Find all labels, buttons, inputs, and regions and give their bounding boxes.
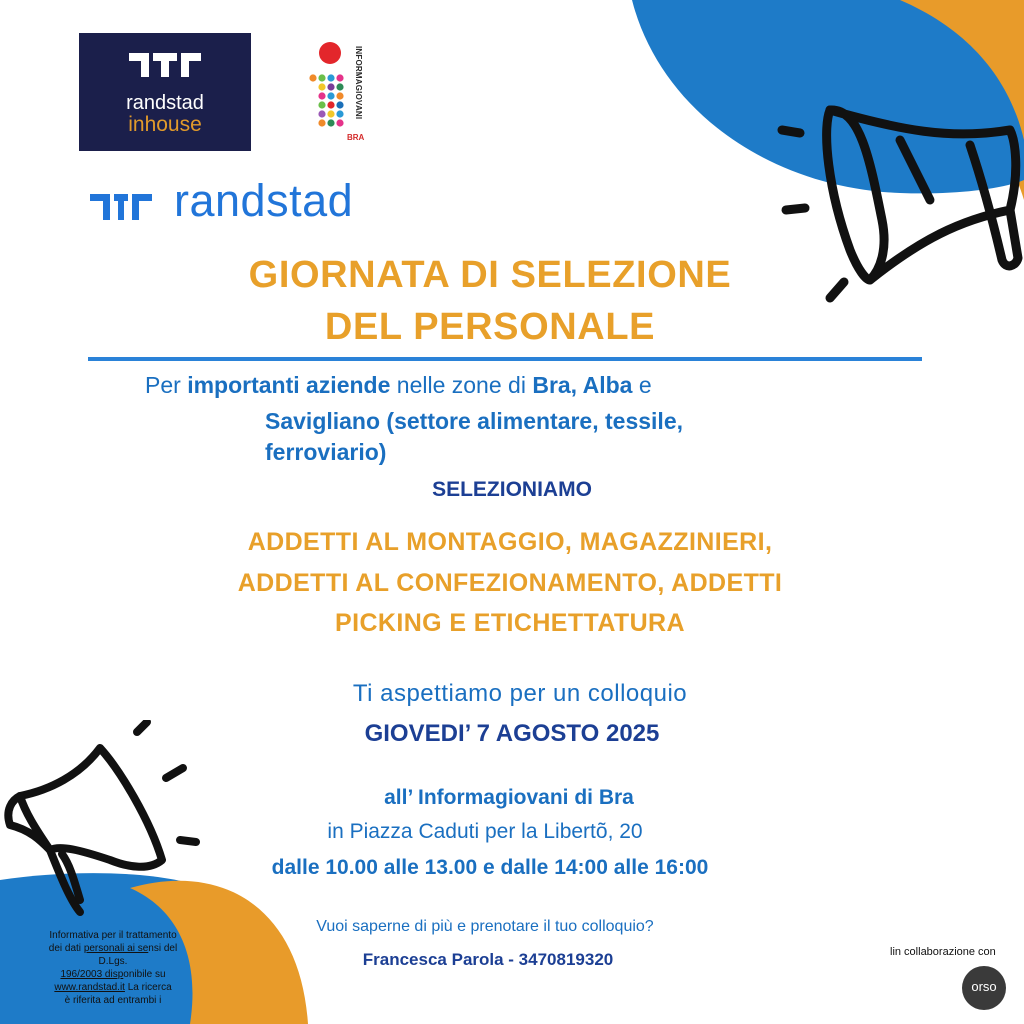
- privacy-line-2c: nsi del: [148, 943, 178, 954]
- randstad-inhouse-logo: [79, 33, 251, 151]
- intro-line-2: [265, 406, 683, 436]
- intro-text-2: nelle zone di: [390, 372, 533, 398]
- collab-label: lin collaborazione con: [890, 946, 996, 958]
- intro-bold-3: Savigliano (settore alimentare, tessile,: [265, 408, 683, 434]
- headline-divider: [88, 357, 922, 361]
- intro-text-3: e: [632, 372, 652, 398]
- selection-label: SELEZIONIAMO: [432, 478, 592, 501]
- intro-bold-2: Bra, Alba: [532, 372, 633, 398]
- informagiovani-logo: [305, 40, 375, 145]
- privacy-line-2: [26, 942, 200, 955]
- orso-logo-text: orso: [971, 979, 997, 994]
- intro-text-1: Per: [145, 372, 188, 398]
- roles-line-3: PICKING E ETICHETTATURA: [335, 609, 685, 637]
- privacy-line-4a: 196/2003 disp: [60, 969, 124, 980]
- privacy-notice: [26, 929, 200, 1007]
- privacy-line-3: D.Lgs.: [98, 956, 128, 967]
- privacy-line-4: [26, 968, 200, 981]
- randstad-mark-icon: [125, 47, 205, 83]
- randstad-logo-icon: [88, 180, 154, 224]
- roles-line-2: ADDETTI AL CONFEZIONAMENTO, ADDETTI: [237, 569, 783, 597]
- headline-line-2: DEL PERSONALE: [324, 306, 656, 348]
- contact-person: Francesca Parola - 3470819320: [362, 950, 614, 969]
- inhouse-logo-sub: inhouse: [128, 113, 202, 136]
- event-hours: dalle 10.00 alle 13.00 e dalle 14:00 alle 16:00: [271, 856, 709, 879]
- privacy-line-5b: La ricerca: [124, 982, 172, 993]
- event-date: GIOVEDI’ 7 AGOSTO 2025: [364, 720, 660, 747]
- privacy-line-6: è riferita ad entrambi i: [64, 995, 162, 1006]
- privacy-line-5: [26, 981, 200, 994]
- roles-line-1: ADDETTI AL MONTAGGIO, MAGAZZINIERI,: [247, 528, 773, 556]
- intro-bold-1: importanti aziende: [187, 372, 391, 398]
- event-venue: all’ Informagiovani di Bra: [384, 786, 634, 809]
- privacy-line-2b: personali ai se: [83, 943, 149, 954]
- privacy-line-1: Informativa per il trattamento: [49, 930, 177, 941]
- informagiovani-label: INFORMAGIOVANI: [354, 46, 363, 120]
- invite-text: Ti aspettiamo per un colloquio: [352, 680, 688, 707]
- megaphone-bottom-icon: [0, 720, 220, 920]
- intro-line-1: [145, 370, 652, 400]
- randstad-logo-word: randstad: [174, 175, 354, 226]
- informagiovani-city: BRA: [347, 133, 365, 142]
- intro-bold-4: ferroviario): [265, 439, 387, 465]
- event-address: in Piazza Caduti per la Libertõ, 20: [327, 820, 643, 843]
- privacy-link[interactable]: www.randstad.it: [54, 982, 125, 993]
- intro-line-3: [265, 437, 386, 467]
- orso-logo: [962, 966, 1006, 1010]
- contact-question: Vuoi saperne di più e prenotare il tuo colloquio?: [316, 918, 654, 935]
- privacy-line-4b: onibile su: [123, 969, 166, 980]
- inhouse-logo-name: randstad: [126, 92, 204, 114]
- informagiovani-dots-icon: [305, 40, 350, 140]
- headline-line-1: GIORNATA DI SELEZIONE: [248, 254, 732, 296]
- privacy-line-2a: dei dati: [48, 943, 84, 954]
